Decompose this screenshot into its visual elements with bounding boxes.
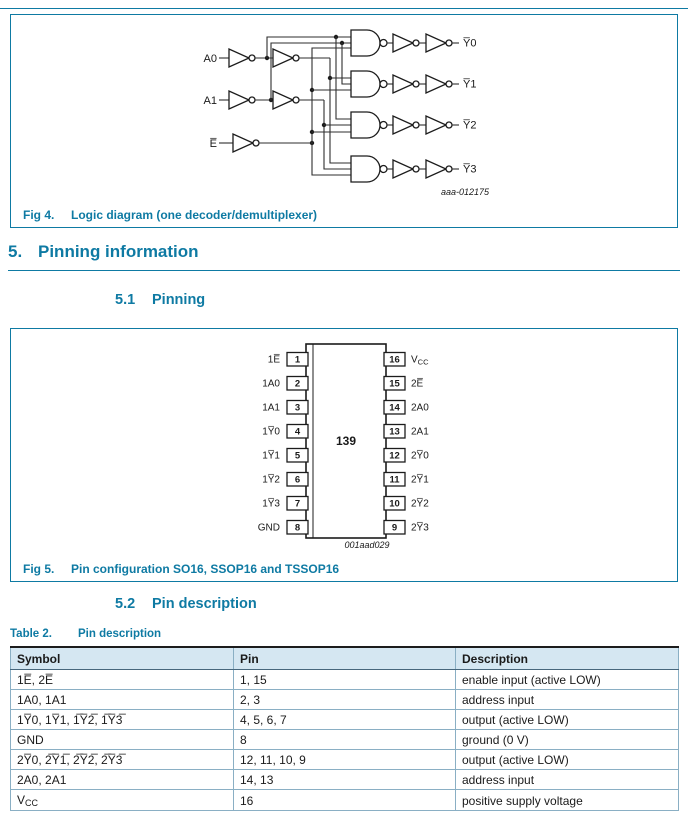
cell-pin: 8 — [234, 730, 456, 750]
cell-pin: 14, 13 — [234, 770, 456, 790]
section-5-heading — [8, 242, 680, 271]
figure-4-logic-diagram — [10, 14, 678, 228]
input-label-enable: E̅ — [209, 138, 217, 150]
cell-description: address input — [456, 770, 679, 790]
section-5-2-number: 5.2 — [115, 596, 136, 612]
right-pin-labels — [411, 355, 429, 534]
svg-text:1: 1 — [294, 354, 301, 366]
svg-text:12: 12 — [389, 450, 400, 462]
chip-type-label: 139 — [335, 434, 357, 448]
figure-4-caption-label: Fig 4. — [23, 208, 55, 222]
figure-5-drawing-code: 001aad029 — [344, 540, 390, 550]
svg-text:1A1: 1A1 — [262, 402, 280, 414]
cell-pin: 1, 15 — [234, 670, 456, 690]
table-2-number: Table 2. — [10, 628, 52, 640]
cell-symbol: 2Y̅0, 2̅Y̅1̅, 2̅Y̅2̅, 2̅Y̅3̅ — [11, 750, 234, 770]
cell-pin: 4, 5, 6, 7 — [234, 710, 456, 730]
cell-description: output (active LOW) — [456, 750, 679, 770]
cell-symbol: 1A0, 1A1 — [11, 690, 234, 710]
svg-text:1E̅: 1E̅ — [267, 354, 280, 366]
table-2-title: Pin description — [78, 628, 162, 640]
table-header-row — [11, 647, 679, 670]
svg-text:15: 15 — [389, 378, 400, 390]
table-row — [11, 690, 679, 710]
left-pin-labels — [258, 354, 281, 534]
pin-description-table — [10, 646, 679, 811]
section-5-1-heading — [115, 292, 205, 308]
section-5-2-title: Pin description — [152, 596, 257, 612]
cell-symbol-vcc: $V_{CC}$ — [11, 790, 234, 811]
svg-text:14: 14 — [389, 402, 400, 414]
output-label-y3: Y̅3 — [463, 163, 477, 176]
a0-inverter-chain — [219, 49, 330, 67]
nand-gate-y1 — [351, 71, 459, 97]
output-label-y1: Y̅1 — [463, 78, 477, 91]
table-row — [11, 670, 679, 690]
section-5-1-title: Pinning — [152, 292, 206, 308]
nand-gate-y0 — [351, 30, 459, 56]
section-5-number: 5. — [8, 242, 23, 261]
section-5-1-number: 5.1 — [115, 292, 136, 308]
table-row — [11, 730, 679, 750]
figure-5-caption-text: Pin configuration SO16, SSOP16 and TSSOP16 — [71, 562, 340, 576]
cell-description: ground (0 V) — [456, 730, 679, 750]
pin-configuration-drawing — [11, 329, 677, 557]
svg-text:1A0: 1A0 — [262, 378, 280, 390]
table-row — [11, 790, 679, 811]
cell-symbol: GND — [11, 730, 234, 750]
svg-text:2Y̅0: 2Y̅0 — [411, 450, 429, 462]
svg-text:16: 16 — [389, 354, 400, 366]
figure-4-caption — [23, 208, 317, 222]
svg-text:GND: GND — [257, 522, 280, 534]
input-label-a0: A0 — [203, 53, 217, 65]
svg-text:2Y̅1: 2Y̅1 — [411, 474, 429, 486]
svg-text:2Y̅3: 2Y̅3 — [411, 522, 429, 534]
svg-text:9: 9 — [391, 522, 398, 534]
header-pin: Pin — [234, 647, 456, 670]
right-pin-numbers — [389, 355, 400, 534]
svg-text:1Y̅3: 1Y̅3 — [262, 498, 280, 510]
top-section-divider — [0, 8, 688, 9]
svg-text:1Y̅1: 1Y̅1 — [262, 450, 280, 462]
figure-4-caption-text: Logic diagram (one decoder/demultiplexer) — [71, 208, 318, 222]
nand-gate-y2 — [351, 112, 459, 138]
cell-symbol: 1Y̅0, 1Y̅1, 1̅Y̅2̅, 1̅Y̅3̅ — [11, 710, 234, 730]
svg-text:2E̅: 2E̅ — [411, 378, 424, 390]
svg-text:5: 5 — [294, 450, 301, 462]
cell-symbol: 2A0, 2A1 — [11, 770, 234, 790]
cell-description: output (active LOW) — [456, 710, 679, 730]
table-row — [11, 710, 679, 730]
svg-text:2: 2 — [294, 378, 301, 390]
cell-description: positive supply voltage — [456, 790, 679, 811]
svg-text:11: 11 — [389, 474, 400, 486]
nand-gate-y3 — [351, 156, 459, 182]
svg-text:2A0: 2A0 — [411, 402, 429, 414]
svg-text:8: 8 — [294, 522, 301, 534]
svg-text:7: 7 — [294, 498, 301, 510]
svg-text:6: 6 — [294, 474, 301, 486]
figure-4-drawing-code: aaa-012175 — [440, 187, 489, 197]
table-row — [11, 750, 679, 770]
svg-text:4: 4 — [294, 426, 301, 438]
vcc-pin-label: $V_{CC}$ — [411, 354, 429, 367]
cell-description: enable input (active LOW) — [456, 670, 679, 690]
svg-text:3: 3 — [294, 402, 301, 414]
svg-text:2Y̅2: 2Y̅2 — [411, 498, 429, 510]
table-row — [11, 770, 679, 790]
cell-pin: 2, 3 — [234, 690, 456, 710]
output-label-y2: Y̅2 — [463, 119, 477, 132]
input-label-a1: A1 — [203, 95, 217, 107]
logic-diagram-drawing — [11, 15, 677, 201]
svg-text:10: 10 — [389, 498, 400, 510]
svg-text:1Y̅0: 1Y̅0 — [262, 426, 280, 438]
section-5-title: Pinning information — [38, 242, 199, 261]
figure-5-caption-label: Fig 5. — [23, 562, 55, 576]
section-5-2-heading — [115, 596, 257, 612]
cell-pin: 16 — [234, 790, 456, 811]
figure-5-pin-configuration — [10, 328, 678, 582]
figure-5-caption — [23, 562, 339, 576]
table-2-label — [10, 628, 161, 640]
header-symbol: Symbol — [11, 647, 234, 670]
enable-inverter — [219, 134, 314, 152]
cell-description: address input — [456, 690, 679, 710]
output-label-y0: Y̅0 — [463, 37, 477, 50]
svg-text:1Y̅2: 1Y̅2 — [262, 474, 280, 486]
svg-text:2A1: 2A1 — [411, 426, 429, 438]
left-pin-numbers — [295, 355, 301, 534]
svg-text:13: 13 — [389, 426, 400, 438]
header-description: Description — [456, 647, 679, 670]
cell-pin: 12, 11, 10, 9 — [234, 750, 456, 770]
cell-symbol: 1E̅, 2E̅ — [11, 670, 234, 690]
